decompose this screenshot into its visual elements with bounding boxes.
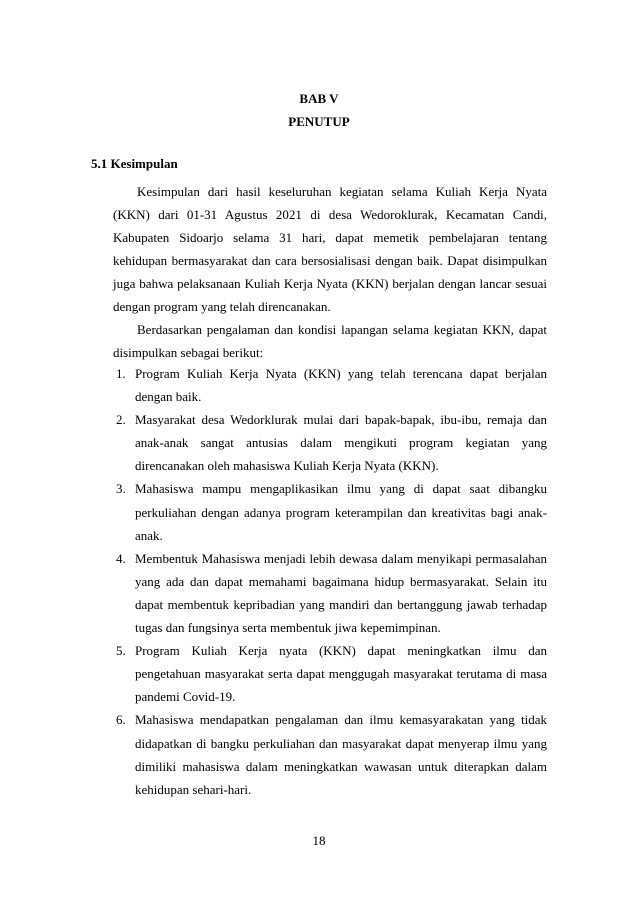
list-item-text: Program Kuliah Kerja nyata (KKN) dapat meningkatkan ilmu dan pengetahuan masyarakat serta dapat menggugah masyarakat terutama di masa pandemi Covid-19. (135, 643, 547, 705)
list-item (113, 547, 547, 639)
section-heading: 5.1 Kesimpulan (91, 156, 178, 171)
list-item-text: Masyarakat desa Wedorklurak mulai dari bapak-bapak, ibu-ibu, remaja dan anak-anak sangat antusias dalam mengikuti program kegiatan yang direncanakan oleh mahasiswa Kuliah Kerja Nyata (KKN). (135, 412, 547, 474)
paragraph-conclusion-intro: Kesimpulan dari hasil keseluruhan kegiatan selama Kuliah Kerja Nyata (KKN) dari 01-31 Agustus 2021 di desa Wedoroklurak, Kecamatan Candi, Kabupaten Sidoarjo selama 31 hari, dapat memetik pembelajaran tentang kehidupan bermasyarakat dan cara bersosialisasi dengan baik. Dapat disimpulkan juga bahwa pelaksanaan Kuliah Kerja Nyata (KKN) berjalan dengan lancar sesuai dengan program yang telah direncanakan. (113, 184, 547, 315)
chapter-number: BAB V (299, 91, 339, 106)
list-item (113, 362, 547, 408)
page-number: 18 (312, 833, 326, 848)
list-item-number: 6. (116, 712, 126, 728)
list-item-number: 5. (116, 643, 126, 659)
list-item-number: 1. (116, 366, 126, 381)
conclusion-list (113, 362, 547, 801)
list-item-text: Mahasiswa mampu mengaplikasikan ilmu yang di dapat saat dibangku perkuliahan dengan adanya program keterampilan dan kreativitas bagi anak-anak. (135, 481, 547, 543)
list-item-text: Mahasiswa mendapatkan pengalaman dan ilmu kemasyarakatan yang tidak didapatkan di bangku perkuliahan dan masyarakat dapat menyerap ilmu yang dimiliki mahasiswa dalam meningkatkan wawasan untuk diterapkan dalam kehidupan sehari-hari. (135, 712, 547, 797)
list-item (113, 639, 547, 708)
list-item (113, 408, 547, 477)
list-item-text: Membentuk Mahasiswa menjadi lebih dewasa dalam menyikapi permasalahan yang ada dan dapat memahami bagaimana hidup bermasyarakat. Selain itu dapat membentuk kepribadian yang mandiri dan bertanggung jawab terhadap tugas dan fungsinya serta membentuk jiwa kepemimpinan. (135, 550, 547, 636)
list-item-number: 3. (116, 481, 126, 497)
paragraph-conclusion-lead: Berdasarkan pengalaman dan kondisi lapangan selama kegiatan KKN, dapat disimpulkan sebagai berikut: (113, 322, 547, 361)
list-item (113, 477, 547, 546)
list-item-text: Program Kuliah Kerja Nyata (KKN) yang telah terencana dapat berjalan dengan baik. (135, 366, 547, 405)
list-item (113, 708, 547, 800)
list-item-number: 2. (116, 412, 126, 428)
chapter-title: PENUTUP (288, 114, 350, 129)
list-item-number: 4. (116, 550, 126, 566)
